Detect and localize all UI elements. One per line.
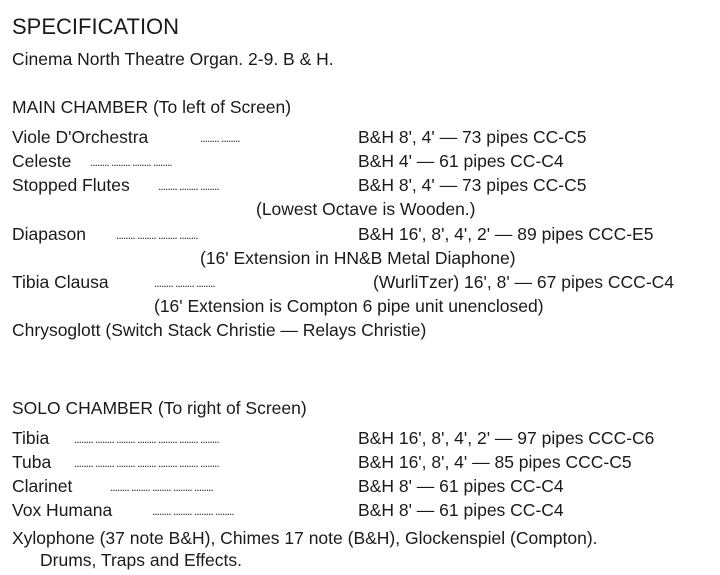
page-title: SPECIFICATION [12,14,180,39]
dot-leader: ........ ........ ........ ........ ........ ........ ........ [74,432,219,446]
stop-row [12,174,712,196]
stop-row [12,126,712,148]
stop-name: Diapason [12,224,86,244]
stop-name: Celeste [12,151,72,171]
main-chamber-heading: MAIN CHAMBER (To left of Screen) [12,97,292,117]
stop-name: Viole D'Orchestra [12,127,149,147]
stop-spec: B&H 8', 4' — 73 pipes CC-C5 [358,127,587,147]
dot-leader: ........ ........ ........ ........ [116,228,198,242]
stop-spec: B&H 8' — 61 pipes CC-C4 [358,476,564,496]
stop-row [12,451,712,473]
chrysoglott-line: Chrysoglott (Switch Stack Christie — Relays Christie) [12,320,427,340]
stop-spec: B&H 8' — 61 pipes CC-C4 [358,500,564,520]
stop-row [12,475,712,497]
note-compton-extension: (16' Extension is Compton 6 pipe unit unenclosed) [154,296,544,316]
dot-leader: ........ ........ [200,131,240,145]
stop-row [12,427,712,449]
stop-name: Tibia Clausa [12,272,109,292]
note-diaphone-extension: (16' Extension in HN&B Metal Diaphone) [200,248,516,268]
stop-spec: B&H 4' — 61 pipes CC-C4 [358,151,564,171]
dot-leader: ........ ........ ........ ........ [90,155,172,169]
stop-name: Stopped Flutes [12,175,130,195]
dot-leader: ........ ........ ........ ........ [152,504,234,518]
stop-spec: B&H 16', 8', 4', 2' — 89 pipes CCC-E5 [358,224,654,244]
stop-name: Clarinet [12,476,73,496]
effects-line: Drums, Traps and Effects. [40,550,242,570]
dot-leader: ........ ........ ........ ........ ........ ........ ........ [74,456,219,470]
solo-chamber-heading: SOLO CHAMBER (To right of Screen) [12,398,307,418]
organ-description: Cinema North Theatre Organ. 2-9. B & H. [12,49,334,69]
dot-leader: ........ ........ ........ [154,276,215,290]
stop-spec: B&H 8', 4' — 73 pipes CC-C5 [358,175,587,195]
note-wooden-octave: (Lowest Octave is Wooden.) [256,199,476,219]
stop-spec: B&H 16', 8', 4', 2' — 97 pipes CCC-C6 [358,428,655,448]
stop-spec: (WurliTzer) 16', 8' — 67 pipes CCC-C4 [373,272,675,292]
stop-name: Tuba [12,452,52,472]
stop-name: Tibia [12,428,50,448]
dot-leader: ........ ........ ........ [158,179,219,193]
percussion-line: Xylophone (37 note B&H), Chimes 17 note (B&H), Glockenspiel (Compton). [12,528,598,548]
stop-row [12,150,712,172]
stop-row [12,271,712,293]
stop-spec: B&H 16', 8', 4' — 85 pipes CCC-C5 [358,452,632,472]
stop-name: Vox Humana [12,500,113,520]
stop-row [12,499,712,521]
dot-leader: ........ ........ ........ ........ ........ [110,480,213,494]
stop-row [12,223,712,245]
